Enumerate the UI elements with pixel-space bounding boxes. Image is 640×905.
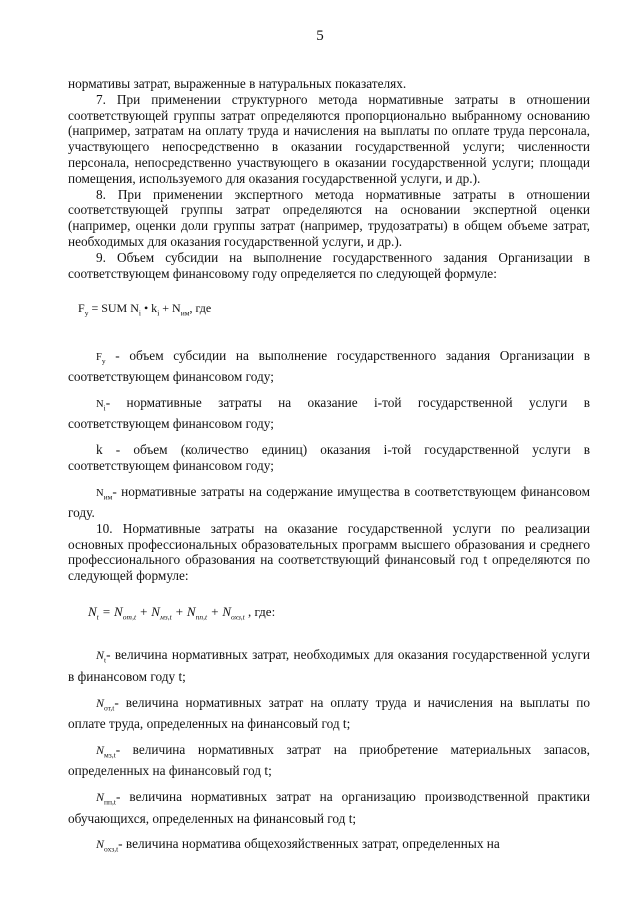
definition-nohz: $N_{охз,t}-$ величина норматива общехозяйственных затрат, определенных на xyxy=(96,836,500,855)
definition-nt: $N_t-$ величина нормативных затрат, необходимых для оказания государственной услуги в финансовом году t; xyxy=(68,647,590,684)
formula-normative-costs: $N_t = N_{от,t} + N_{мз,t} + N_{пп,t} + N_{охз,t}$ , где: xyxy=(88,604,276,622)
definition-ni: $N_i-$ нормативные затраты на оказание i-той государственной услуги в соответствующем финансовом году; xyxy=(68,394,590,432)
document-body xyxy=(68,76,590,858)
paragraph-9: 9. Объем субсидии на выполнение государственного задания Организации в соответствующем финансовому году определяется по следующей формуле: xyxy=(68,249,590,281)
page-number: 5 xyxy=(316,28,324,44)
definition-fy: $F_y$ - объем субсидии на выполнение государственного задания Организации в соответствующем финансовом году; xyxy=(68,347,590,384)
definition-nim: $N_{им}-$ нормативные затраты на содержание имущества в соответствующем финансовом году. xyxy=(68,483,590,521)
paragraph-continuation: нормативы затрат, выраженные в натуральных показателях. xyxy=(68,76,407,91)
paragraph-10: 10. Нормативные затраты на оказание государственной услуги по реализации основных профессиональных образовательных программ высшего образования и среднего профессионального образования на соответствующий финансовый год t определяются по следующей формуле: xyxy=(68,520,590,584)
definition-k: k - объем (количество единиц) оказания i-той государственной услуги в соответствующем финансовом году; xyxy=(68,442,590,473)
definition-nmz: $N_{мз,t}-$ величина нормативных затрат на приобретение материальных запасов, определенных на финансовый год t; xyxy=(68,741,590,779)
definition-npp: $N_{пп,t}-$ величина нормативных затрат на организацию производственной практики обучающихся, определенных на финансовый год t; xyxy=(68,789,590,826)
paragraph-8: 8. При применении экспертного метода нормативные затраты в отношении соответствующей группы затрат определяются на основании экспертной оценки (например, оценки доли группы затрат (например, трудозатраты) в общем объеме затрат, необходимых для оказания государственной услуги, и др.). xyxy=(68,186,590,249)
paragraph-7: 7. При применении структурного метода нормативные затраты в отношении соответствующей группы затрат определяются пропорционально выбранному основанию (например, затратам на оплату труда и начисления на выплаты по оплате труда персонала, участвующего непосредственно в оказании государственной услуги; численности персонала, непосредственно участвующего в оказании государственной услуги; площади помещения, используемого для оказания государственной услуги, и др.). xyxy=(68,91,590,186)
formula-subsidy: $F_y$ = SUM $N_i$ • $k_i + N_{им}$, где xyxy=(78,301,212,318)
definition-not: $N_{от,t}-$ величина нормативных затрат на оплату труда и начисления на выплаты по оплате труда, определенных на финансовый год t; xyxy=(68,694,590,732)
